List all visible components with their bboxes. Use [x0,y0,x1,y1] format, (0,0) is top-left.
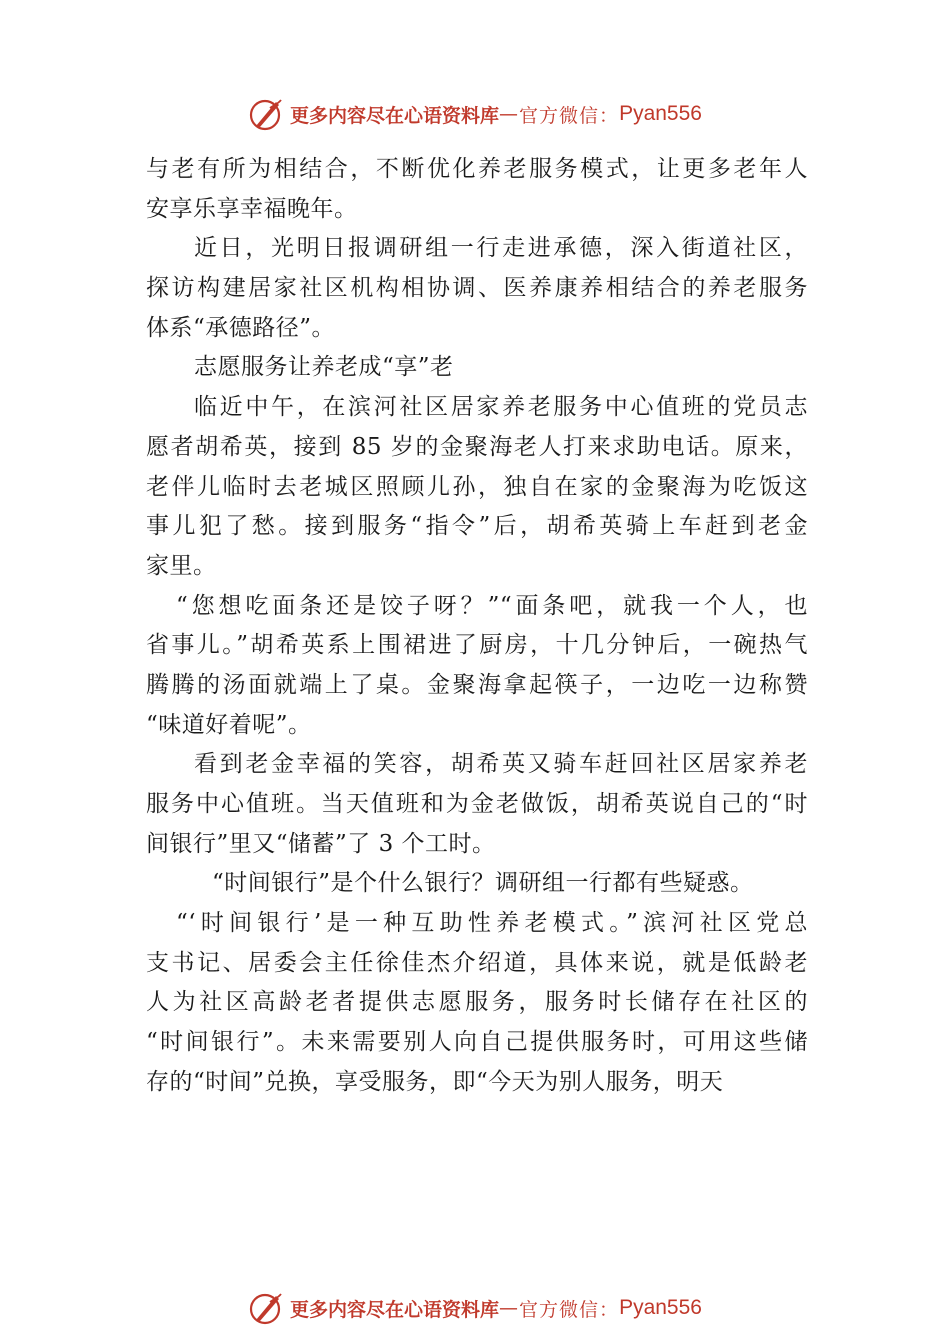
text-line: 探访构建居家社区机构相协调、医养康养相结合的养老服务 [146,275,808,302]
banner-wechat-label: 官方微信： [519,104,620,127]
text-line: “时间银行”是个什么银行？调研组一行都有些疑惑。 [212,870,754,897]
text-line: 临近中午，在滨河社区居家养老服务中心值班的党员志 [194,394,808,421]
text-line: 服务中心值班。当天值班和为金老做饭，胡希英说自己的“时 [146,791,808,817]
quill-logo-icon [248,96,284,132]
footer-banner [0,1288,950,1328]
banner-text: 更多内容尽在心语资料库 [290,104,500,127]
banner-dash: — [499,103,520,125]
text-line: 间银行”里又“储蓄”了 3 个工时。 [146,830,496,857]
banner-wechat-id: Pyan556 [619,1296,702,1319]
text-line: 愿者胡希英，接到 85 岁的金聚海老人打来求助电话。原来， [146,433,808,460]
text-line: 老伴儿临时去老城区照顾儿孙，独自在家的金聚海为吃饭这 [146,473,808,500]
text-line: “您想吃面条还是饺子呀？”“面条吧，就我一个人，也 [176,592,808,619]
document-body [146,150,808,1103]
banner-wechat-label: 官方微信： [519,1298,620,1321]
text-line: 近日，光明日报调研组一行走进承德，深入街道社区， [194,235,808,262]
text-line: 腾腾的汤面就端上了桌。金聚海拿起筷子，一边吃一边称赞 [146,671,808,698]
banner-wechat-id: Pyan556 [619,102,702,125]
banner-dash: — [499,1297,520,1319]
quill-logo-icon [248,1290,284,1326]
text-line: 体系“承德路径”。 [146,314,336,341]
text-line: “时间银行”。未来需要别人向自己提供服务时，可用这些储 [146,1029,808,1056]
text-line: 安享乐享幸福晚年。 [146,195,358,222]
banner-text: 更多内容尽在心语资料库 [290,1298,500,1321]
text-line: 事儿犯了愁。接到服务“指令”后，胡希英骑上车赶到老金 [146,513,808,540]
text-line: 看到老金幸福的笑容，胡希英又骑车赶回社区居家养老 [194,751,808,778]
text-line: 与老有所为相结合，不断优化养老服务模式，让更多老年人 [146,156,808,182]
text-line: 家里。 [146,552,217,579]
text-line: “‘时间银行’是一种互助性养老模式。”滨河社区党总 [176,910,808,937]
text-line: 省事儿。”胡希英系上围裙进了厨房，十几分钟后，一碗热气 [146,632,808,659]
header-banner [0,94,950,134]
section-heading: 志愿服务让养老成“享”老 [194,354,454,381]
text-line: 存的“时间”兑换，享受服务，即“今天为别人服务，明天 [146,1068,724,1095]
text-line: 人为社区高龄老者提供志愿服务，服务时长储存在社区的 [146,989,808,1016]
text-line: “味道好着呢”。 [146,711,312,738]
text-line: 支书记、居委会主任徐佳杰介绍道，具体来说，就是低龄老 [146,949,808,976]
